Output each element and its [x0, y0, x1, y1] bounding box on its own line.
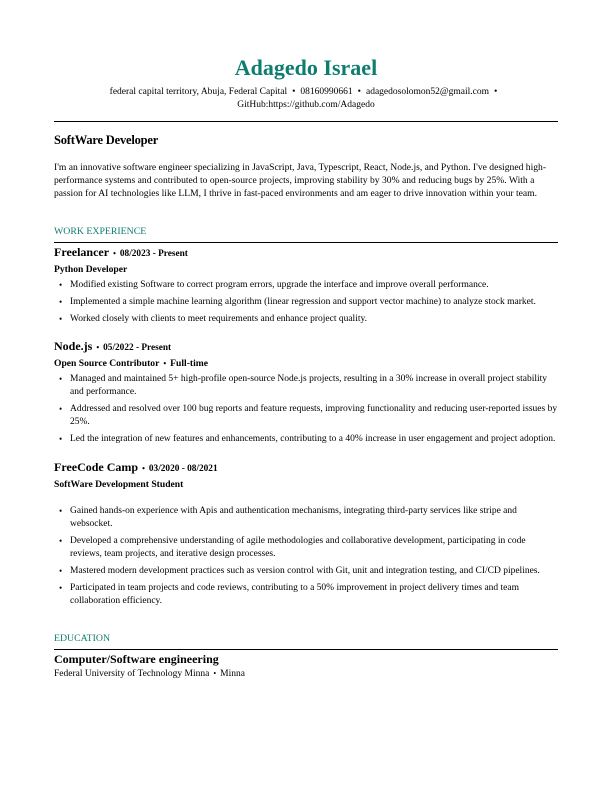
separator-dot: •: [113, 249, 116, 258]
job-company: FreeCode Camp: [54, 460, 139, 474]
education-divider: [54, 649, 558, 650]
job-entry-freelancer: [54, 244, 558, 331]
job-role: Python Developer: [54, 264, 128, 275]
job-header: [54, 459, 558, 477]
profile-title: SoftWare Developer: [54, 133, 159, 147]
education-school-line: [54, 667, 558, 681]
contact-line-1: [54, 86, 558, 99]
bullet-item: • Participated in team projects and code reviews, contributing to a 50% improvement in project delivery times and team collaboration efficiency.: [54, 582, 558, 608]
separator-dot: •: [292, 87, 296, 97]
section-heading-education: EDUCATION: [54, 633, 111, 644]
education-school: Federal University of Technology Minna: [54, 669, 210, 679]
separator-dot: •: [357, 87, 361, 97]
section-heading-work-experience: WORK EXPERIENCE: [54, 226, 147, 237]
bullet-item: • Mastered modern development practices such as version control with Git, unit and integration testing, and CI/CD pipelines.: [54, 565, 558, 578]
contact-phone: 08160990661: [300, 87, 353, 97]
bullet-item: • Worked closely with clients to meet requirements and enhance project quality.: [54, 313, 558, 326]
education-location: Minna: [220, 669, 245, 679]
job-bullets: [54, 373, 558, 446]
job-dates: 03/2020 - 08/2021: [148, 464, 218, 474]
job-bullets: [54, 505, 558, 608]
bullet-item: • Led the integration of new features and enhancements, contributing to a 40% increase in user engagement and project adoption.: [54, 433, 558, 446]
bullet-item: • Addressed and resolved over 100 bug reports and feature requests, improving functionality and reducing user-reported issues by 25%.: [54, 403, 558, 429]
job-role: SoftWare Development Student: [54, 479, 184, 490]
job-company: Node.js: [54, 339, 93, 353]
job-type: Full-time: [170, 358, 209, 369]
separator-dot: •: [142, 464, 145, 473]
bullet-item: • Developed a comprehensive understanding of agile methodologies and collaborative development, participating in code reviews, team projects, and iterative design processes.: [54, 535, 558, 561]
job-dates: 08/2023 - Present: [119, 249, 188, 259]
candidate-name: Adagedo Israel: [234, 55, 378, 80]
contact-address: federal capital territory, Abuja, Federal Capital: [109, 87, 288, 97]
education-degree: Computer/Software engineering: [54, 652, 219, 666]
job-entry-freecodecamp: [54, 459, 558, 612]
job-dates: 05/2022 - Present: [103, 343, 172, 353]
profile-summary: I'm an innovative software engineer specializing in JavaScript, Java, Typescript, React, Node.js, and Python. I've designed high-performance systems and contributed to open-source projects, improving stability by 30% and reducing bugs by 25%. With a passion for AI technologies like LLM, I thrive in fast-paced environments and am eager to drive innovation within your team.: [54, 162, 547, 200]
separator-dot: •: [163, 359, 167, 368]
work-experience-divider: [54, 242, 558, 243]
job-company: Freelancer: [54, 245, 110, 259]
bullet-item: • Managed and maintained 5+ high-profile open-source Node.js projects, resulting in a 30% increase in overall project stability and performance.: [54, 373, 558, 399]
contact-email[interactable]: adagedosolomon52@gmail.com: [366, 87, 489, 97]
job-role: Open Source Contributor • Full-time: [54, 358, 209, 369]
education-entry: [54, 651, 558, 681]
contact-info: [54, 86, 558, 112]
bullet-item: • Implemented a simple machine learning algorithm (linear regression and support vector machine) to analyze stock market.: [54, 296, 558, 309]
separator-dot: •: [494, 87, 498, 97]
job-bullets: [54, 279, 558, 326]
bullet-item: • Gained hands-on experience with Apis and authentication mechanisms, integrating third-party services like stripe and websocket.: [54, 505, 558, 531]
header-divider: [54, 121, 558, 122]
job-entry-nodejs: [54, 338, 558, 450]
bullet-item: • Modified existing Software to correct program errors, upgrade the interface and improve overall performance.: [54, 279, 558, 292]
job-header: [54, 244, 558, 262]
separator-dot: •: [213, 669, 217, 678]
job-header: [54, 338, 558, 356]
separator-dot: •: [96, 343, 100, 352]
contact-github[interactable]: GitHub:https://github.com/Adagedo: [237, 100, 375, 110]
